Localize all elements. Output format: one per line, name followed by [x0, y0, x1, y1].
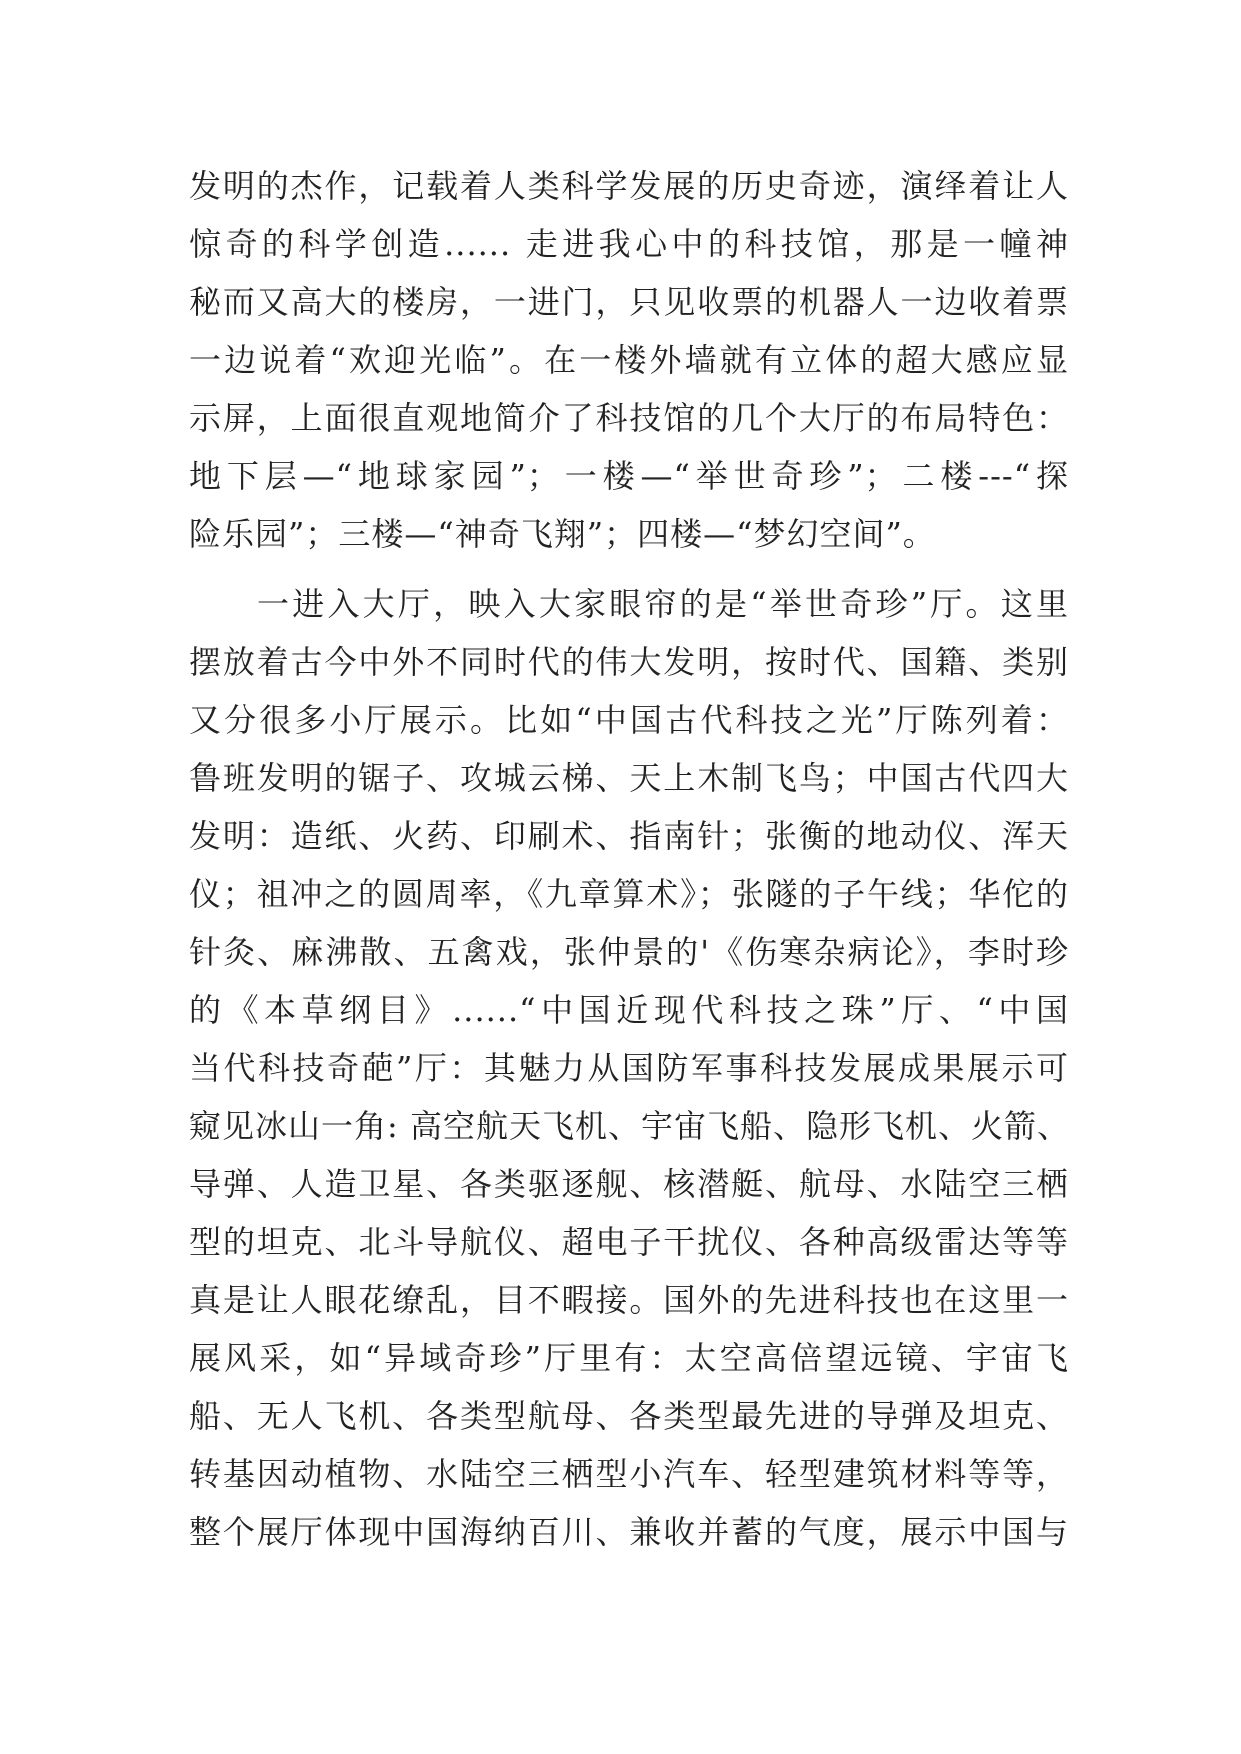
text-line: 仪；祖冲之的圆周率，《九章算术》；张隧的子午线；华佗的 [189, 875, 1069, 913]
text-line: 一边说着“欢迎光临”。在一楼外墙就有立体的超大感应显 [189, 341, 1069, 379]
text-line: 窥见冰山一角: 高空航天飞机、宇宙飞船、隐形飞机、火箭、 [189, 1107, 1070, 1145]
text-line: 地下层—“地球家园”；一楼—“举世奇珍”；二楼---“探 [189, 457, 1069, 495]
text-line: 发明的杰作，记载着人类科学发展的历史奇迹，演绎着让人 [189, 167, 1069, 205]
text-line: 鲁班发明的锯子、攻城云梯、天上木制飞鸟；中国古代四大 [189, 759, 1069, 797]
text-line: 整个展厅体现中国海纳百川、兼收并蓄的气度，展示中国与 [189, 1513, 1069, 1551]
text-line: 秘而又高大的楼房，一进门，只见收票的机器人一边收着票 [189, 283, 1069, 321]
text-line: 惊奇的科学创造...... 走进我心中的科技馆，那是一幢神 [189, 225, 1069, 263]
text-line: 摆放着古今中外不同时代的伟大发明，按时代、国籍、类别 [189, 643, 1069, 681]
text-line: 一进入大厅，映入大家眼帘的是“举世奇珍”厅。这里 [257, 585, 1069, 623]
text-line: 当代科技奇葩”厅：其魅力从国防军事科技发展成果展示可 [189, 1049, 1069, 1087]
paragraph-gap [189, 563, 1069, 575]
text-line: 导弹、人造卫星、各类驱逐舰、核潜艇、航母、水陆空三栖 [189, 1165, 1069, 1203]
body-text [189, 157, 1069, 1561]
text-line: 展风采，如“异域奇珍”厅里有：太空高倍望远镜、宇宙飞 [189, 1339, 1069, 1377]
paragraph-1 [189, 157, 1069, 563]
paragraph-2 [189, 575, 1069, 1561]
text-line: 发明：造纸、火药、印刷术、指南针；张衡的地动仪、浑天 [189, 817, 1069, 855]
text-line: 的《本草纲目》......“中国近现代科技之珠”厅、“中国 [189, 991, 1069, 1029]
text-line: 险乐园”；三楼—“神奇飞翔”；四楼—“梦幻空间”。 [189, 515, 936, 553]
text-line: 船、无人飞机、各类型航母、各类型最先进的导弹及坦克、 [189, 1397, 1069, 1435]
text-line: 示屏，上面很直观地简介了科技馆的几个大厅的布局特色： [189, 399, 1069, 437]
text-line: 针灸、麻沸散、五禽戏，张仲景的'《伤寒杂病论》，李时珍 [189, 933, 1069, 971]
text-line: 转基因动植物、水陆空三栖型小汽车、轻型建筑材料等等， [189, 1455, 1069, 1493]
text-line: 型的坦克、北斗导航仪、超电子干扰仪、各种高级雷达等等 [189, 1223, 1069, 1261]
text-line: 真是让人眼花缭乱，目不暇接。国外的先进科技也在这里一 [189, 1281, 1069, 1319]
text-line: 又分很多小厅展示。比如“中国古代科技之光”厅陈列着： [189, 701, 1069, 739]
